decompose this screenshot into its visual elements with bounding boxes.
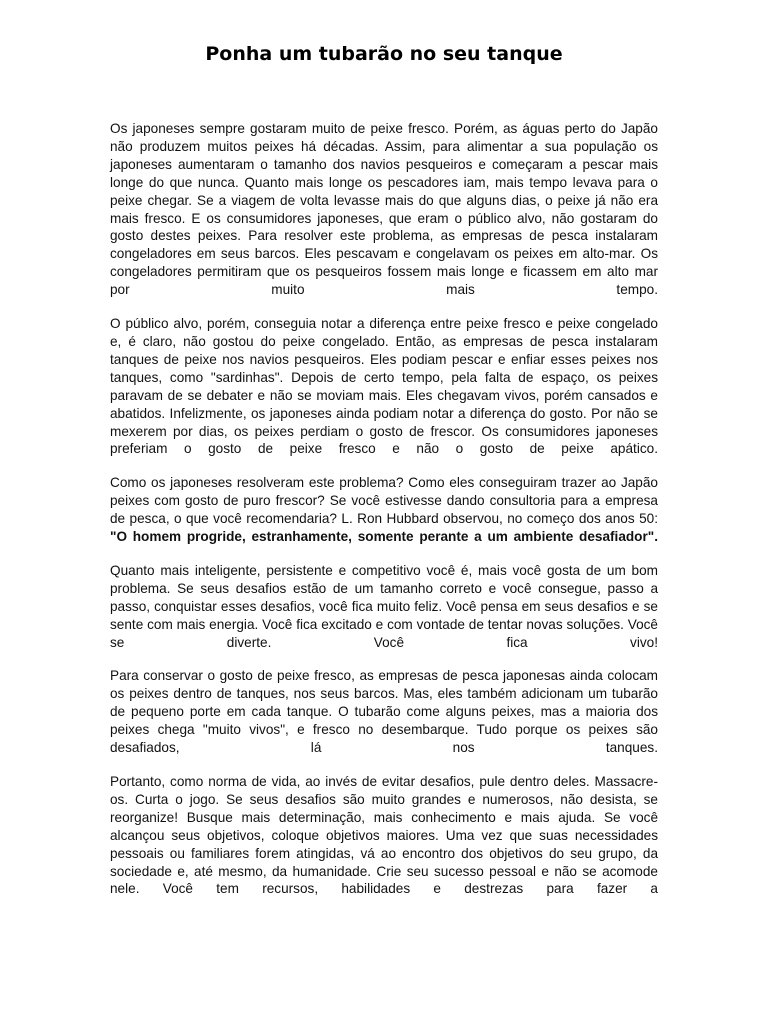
document-title: Ponha um tubarão no seu tanque [205,43,563,65]
hubbard-quote: "O homem progride, estranhamente, somente perante a um ambiente desafiador". [110,529,658,545]
paragraph-5: Para conservar o gosto de peixe fresco, as empresas de pesca japonesas ainda colocam os peixes dentro de tanques, nos seus barcos. Mas, eles também adicionam um tubarão de pequeno porte em cada tanque. O tubarão come alguns peixes, mas a maioria dos peixes chega "muito vivos", e fresco no desembarque. Tudo porque os peixes são desafiados, lá nos tanques. [110,668,658,756]
paragraph-4: Quanto mais inteligente, persistente e competitivo você é, mais você gosta de um bom problema. Se seus desafios estão de um tamanho correto e você consegue, passo a passo, conquistar esses desafios, você fica muito feliz. Você pensa em seus desafios e se sente com mais energia. Você fica excitado e com vontade de tentar novas soluções. Você se diverte. Você fica vivo! [110,562,658,650]
paragraph-3-text: Como os japoneses resolveram este problema? Como eles conseguiram trazer ao Japão peixes com gosto de puro frescor? Se você estivesse dando consultoria para a empresa de pesca, o que você recomendaria? L. Ron Hubbard observou, no começo dos anos 50: [110,475,658,527]
paragraph-2: O público alvo, porém, conseguia notar a diferença entre peixe fresco e peixe congelado e, é claro, não gostou do peixe congelado. Então, as empresas de pesca instalaram tanques de peixe nos navios pesqueiros. Eles podiam pescar e enfiar esses peixes nos tanques, como "sardinhas". Depois de certo tempo, pela falta de espaço, os peixes paravam de se debater e não se moviam mais. Eles chegavam vivos, porém cansados e abatidos. Infelizmente, os japoneses ainda podiam notar a diferença do gosto. Por não se mexerem por dias, os peixes perdiam o gosto de frescor. Os consumidores japoneses preferiam o gosto de peixe fresco e não o gosto de peixe apático. [110,316,658,457]
paragraph-3 [110,474,658,546]
paragraph-6: Portanto, como norma de vida, ao invés de evitar desafios, pule dentro deles. Massacre-os. Curta o jogo. Se seus desafios são muito grandes e numerosos, não desista, se reorganize! Busque mais determinação, mais conhecimento e mais ajuda. Se você alcançou seus objetivos, coloque objetivos maiores. Uma vez que suas necessidades pessoais ou familiares forem atingidas, vá ao encontro dos objetivos do seu grupo, da sociedade e, até mesmo, da humanidade. Crie seu sucesso pessoal e não se acomode nele. Você tem recursos, habilidades e destrezas para fazer a [110,774,658,897]
paragraph-1: Os japoneses sempre gostaram muito de peixe fresco. Porém, as águas perto do Japão não produzem muitos peixes há décadas. Assim, para alimentar a sua população os japoneses aumentaram o tamanho dos navios pesqueiros e começaram a pescar mais longe do que nunca. Quanto mais longe os pescadores iam, mais tempo levava para o peixe chegar. Se a viagem de volta levasse mais do que alguns dias, o peixe já não era mais fresco. E os consumidores japoneses, que eram o público alvo, não gostaram do gosto destes peixes. Para resolver este problema, as empresas de pesca instalaram congeladores em seus barcos. Eles pescavam e congelavam os peixes em alto-mar. Os congeladores permitiram que os pesqueiros fossem mais longe e ficassem em alto mar por muito mais tempo. [110,121,658,298]
document-body [110,120,658,914]
